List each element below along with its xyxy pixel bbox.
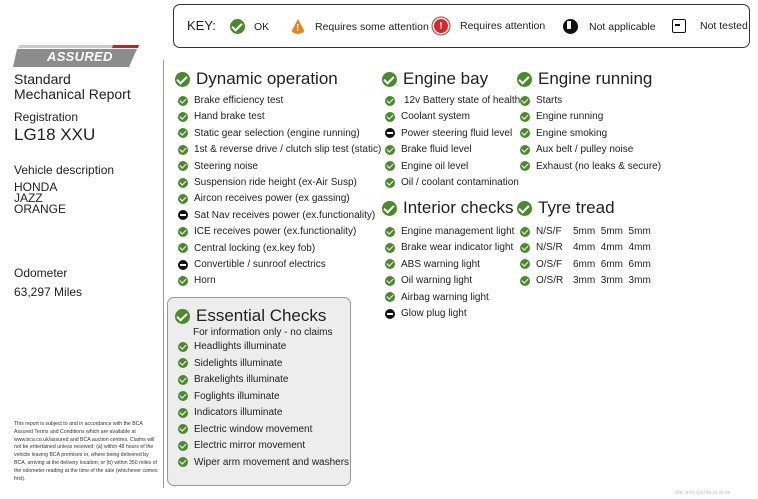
- ok-icon: [178, 276, 188, 286]
- tyre-tread-title: Tyre tread: [517, 198, 615, 218]
- check-item: [178, 210, 375, 221]
- check-item-label: Convertible / sunroof electrics: [194, 259, 326, 270]
- check-item-label: Airbag warning light: [401, 291, 489, 303]
- ok-icon: [382, 72, 397, 87]
- check-item-label: Glow plug light: [401, 308, 467, 319]
- ok-icon: [520, 227, 530, 237]
- check-item-label: Brake fluid level: [401, 144, 472, 156]
- check-item-label: ICE receives power (ex.functionality): [194, 226, 357, 238]
- key-item-not-tested: Not tested: [672, 19, 748, 33]
- key-item-attention: ! Requires attention: [434, 19, 545, 33]
- check-item: [385, 226, 514, 237]
- check-item: [178, 341, 286, 352]
- check-item-label: Engine oil level: [401, 160, 469, 172]
- ok-icon: [385, 178, 395, 188]
- check-item: [178, 440, 305, 451]
- check-item-label: Aircon receives power (ex gassing): [194, 193, 350, 205]
- ok-icon: [520, 128, 530, 138]
- not-applicable-icon: [563, 19, 578, 34]
- check-item-label: Coolant system: [401, 111, 470, 123]
- ok-icon: [178, 128, 188, 138]
- ok-icon: [178, 178, 188, 188]
- check-item-label: 12v Battery state of health: [404, 95, 521, 106]
- check-item: [178, 177, 357, 188]
- check-item-label: N/S/R: [536, 242, 563, 254]
- ok-icon: [520, 96, 530, 106]
- column-divider: [163, 60, 164, 488]
- not-applicable-icon: [178, 260, 188, 270]
- odometer-value: 63,297 Miles: [14, 285, 83, 299]
- ok-icon: [178, 391, 188, 401]
- check-item: [178, 144, 381, 155]
- check-item-label: Steering noise: [194, 160, 258, 172]
- check-item: [385, 161, 468, 172]
- check-item-label: Power steering fluid level: [401, 127, 513, 139]
- key-item-not-applicable: Not applicable: [563, 19, 656, 34]
- check-item-label: Headlights illuminate: [194, 341, 287, 352]
- check-item: [520, 226, 651, 237]
- ok-icon: [517, 201, 532, 216]
- ok-icon: [175, 72, 190, 87]
- check-item-label: Horn: [194, 275, 216, 287]
- check-item-label: Electric window movement: [194, 423, 313, 435]
- ok-icon: [385, 227, 395, 237]
- ok-icon: [178, 375, 188, 385]
- ok-icon: [178, 441, 188, 451]
- check-item: [178, 243, 315, 254]
- ok-icon: [178, 227, 188, 237]
- check-item-label: Aux belt / pulley noise: [536, 144, 634, 156]
- check-item: [385, 111, 470, 122]
- ok-icon: [230, 19, 245, 34]
- interior-checks-title: Interior checks: [382, 198, 514, 218]
- check-item: [178, 407, 282, 418]
- ok-icon: [520, 161, 530, 171]
- registration-value: LG18 XXU: [14, 125, 96, 144]
- ok-icon: [385, 243, 395, 253]
- check-item-label: O/S/R: [536, 275, 564, 287]
- tyre-depth-values: 6mm 6mm 6mm: [573, 258, 651, 270]
- check-item-label: Sidelights illuminate: [194, 357, 283, 369]
- ok-icon: [385, 145, 395, 155]
- key-title: KEY:: [187, 18, 216, 33]
- check-item: [178, 128, 360, 139]
- ok-icon: [385, 161, 395, 171]
- ok-icon: [385, 276, 395, 286]
- check-item: [178, 161, 258, 172]
- check-item: [385, 308, 467, 319]
- check-item: [178, 95, 283, 106]
- vehicle-description: HONDA JAZZ ORANGE: [14, 180, 67, 216]
- check-item: [520, 161, 661, 172]
- key-item-ok: OK: [230, 19, 269, 34]
- key-item-some-attention: ! Requires some attention: [290, 19, 429, 34]
- tyre-depth-values: 5mm 5mm 5mm: [573, 226, 651, 237]
- tyre-depth-values: 3mm 3mm 3mm: [573, 275, 651, 287]
- ok-icon: [175, 309, 190, 324]
- check-item-label: Foglights illuminate: [194, 390, 280, 402]
- check-item-label: Engine running: [536, 111, 604, 123]
- essential-checks-subtitle: For information only - no claims: [193, 327, 333, 338]
- check-item: [178, 259, 326, 270]
- engine-bay-title: Engine bay: [382, 69, 488, 89]
- ok-icon: [178, 112, 188, 122]
- ok-icon: [385, 96, 395, 106]
- check-item: [385, 144, 472, 155]
- ok-icon: [517, 72, 532, 87]
- check-item-label: Electric mirror movement: [194, 440, 306, 451]
- assured-logo: ASSURED: [13, 44, 139, 68]
- check-item: [178, 226, 356, 237]
- engine-running-title: Engine running: [517, 69, 652, 89]
- not-applicable-icon: [385, 128, 395, 138]
- check-item-label: Sat Nav receives power (ex.functionality): [194, 209, 376, 221]
- check-item: [178, 275, 216, 286]
- check-item: [385, 128, 512, 139]
- check-item: [520, 128, 607, 139]
- check-item: [520, 111, 603, 122]
- ok-icon: [178, 243, 188, 253]
- not-applicable-icon: [385, 309, 395, 319]
- check-item-label: Wiper arm movement and washers: [194, 456, 350, 468]
- report-title: Standard Mechanical Report: [14, 71, 131, 102]
- warning-triangle-icon: !: [290, 19, 306, 34]
- ok-icon: [385, 292, 395, 302]
- check-item: [385, 259, 480, 270]
- odometer-label: Odometer: [14, 266, 68, 280]
- check-item: [385, 292, 489, 303]
- ok-icon: [178, 96, 188, 106]
- check-item-label: Brake efficiency test: [194, 95, 284, 106]
- disclaimer: This report is subject to and in accordance with the BCA Assured Terms and Conditions which are available at www.bca.co.uk/assured and BCA auction centres. Claims will not be entertained unless received: (a) within 48 hours of the vehicle leaving BCA premises or, where being delivered by BCA, arriving at the delivery location; or (b) within 350 miles of the odometer reading at the time of the sale (whichever comes first).: [14, 421, 158, 482]
- check-item: [178, 193, 350, 204]
- check-item-label: Hand brake test: [194, 111, 265, 123]
- not-applicable-icon: [178, 210, 188, 220]
- ok-icon: [520, 145, 530, 155]
- check-item-label: Central locking (ex.key fob): [194, 242, 316, 254]
- check-item-label: N/S/F: [536, 226, 562, 237]
- footer-id: BID: BTD-004705-18.06.08: [675, 490, 730, 495]
- ok-icon: [520, 243, 530, 253]
- check-item: [178, 457, 349, 468]
- key-legend: [173, 4, 750, 48]
- registration-label: Registration: [14, 110, 79, 124]
- ok-icon: [520, 259, 530, 269]
- check-item-label: ABS warning light: [401, 258, 480, 270]
- alert-icon: !: [434, 19, 448, 33]
- ok-icon: [178, 358, 188, 368]
- ok-icon: [178, 145, 188, 155]
- check-item: [385, 275, 472, 286]
- check-item-label: Brake wear indicator light: [401, 242, 514, 254]
- check-item-label: Starts: [536, 95, 563, 106]
- check-item: [520, 95, 562, 106]
- check-item: [178, 111, 265, 122]
- check-item: [385, 177, 519, 188]
- check-item: [178, 424, 312, 435]
- check-item: [520, 259, 651, 270]
- vehicle-description-label: Vehicle description: [14, 163, 115, 177]
- ok-icon: [178, 161, 188, 171]
- check-item: [520, 144, 633, 155]
- ok-icon: [382, 201, 397, 216]
- ok-icon: [385, 112, 395, 122]
- check-item-label: Static gear selection (engine running): [194, 127, 360, 139]
- check-item: [385, 242, 513, 253]
- dynamic-operation-title: Dynamic operation: [175, 69, 338, 89]
- check-item: [178, 391, 280, 402]
- check-item: [178, 374, 289, 385]
- essential-checks-title: Essential Checks: [175, 306, 326, 326]
- ok-icon: [178, 342, 188, 352]
- check-item-label: 1st & reverse drive / clutch slip test (static): [194, 144, 382, 156]
- check-item-label: Engine management light: [401, 226, 515, 237]
- check-item-label: Oil / coolant contamination: [401, 177, 519, 188]
- ok-icon: [520, 112, 530, 122]
- check-item: [520, 275, 651, 286]
- check-item-label: Suspension ride height (ex-Air Susp): [194, 177, 357, 188]
- ok-icon: [385, 259, 395, 269]
- check-item-label: Oil warning light: [401, 275, 473, 287]
- tyre-depth-values: 4mm 4mm 4mm: [573, 242, 651, 254]
- ok-icon: [178, 424, 188, 434]
- ok-icon: [178, 408, 188, 418]
- check-item-label: Brakelights illuminate: [194, 374, 289, 385]
- ok-icon: [178, 457, 188, 467]
- check-item-label: Indicators illuminate: [194, 407, 283, 418]
- check-item: [385, 95, 520, 106]
- ok-icon: [520, 276, 530, 286]
- not-tested-icon: [672, 19, 686, 33]
- check-item-label: Exhaust (no leaks & secure): [536, 160, 662, 172]
- ok-icon: [178, 194, 188, 204]
- check-item-label: Engine smoking: [536, 127, 608, 139]
- check-item: [520, 242, 651, 253]
- check-item: [178, 358, 282, 369]
- check-item-label: O/S/F: [536, 258, 563, 270]
